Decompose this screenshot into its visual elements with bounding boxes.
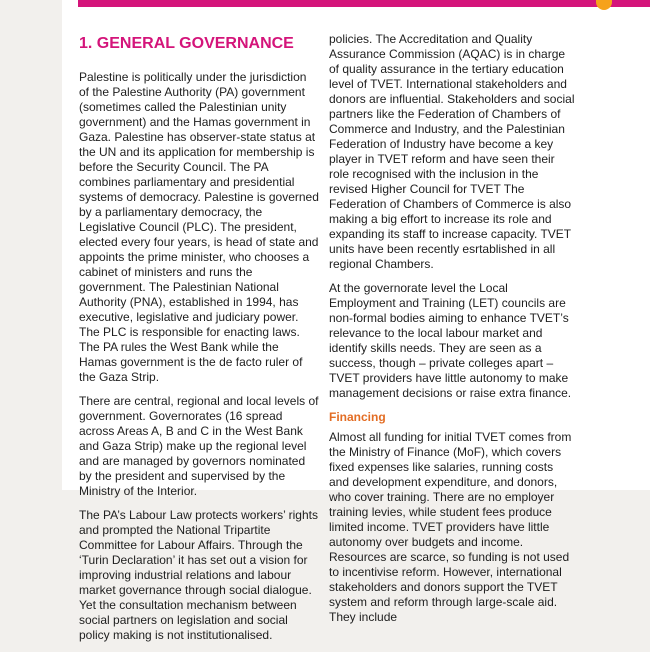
paragraph: Palestine is politically under the jurisdiction of the Palestine Authority (PA) government (sometimes called the Palestinian unity government) and the Hamas government in Gaza. Palestine has observer-state status at the UN and its application for membership is before the Security Council. The PA combines parliamentary and presidential systems of democracy. Palestine is governed by a parliamentary democracy, the Legislative Council (PLC). The president, elected every four years, is head of state and appoints the prime minister, who chooses a cabinet of ministers and runs the government. The Palestinian National Authority (PNA), established in 1994, has executive, legislative and judiciary power. The PLC is responsible for enacting laws. The PA rules the West Bank while the Hamas government is the de facto ruler of the Gaza Strip. bbox=[79, 70, 319, 384]
paragraph: policies. The Accreditation and Quality Assurance Commission (AQAC) is in charge of quality assurance in the tertiary education level of TVET. International stakeholders and donors are influential. Stakeholders and social partners like the Federation of Chambers of Commerce and Industry, and the Palestinian Federation of Industry have become a key player in TVET reform and have seen their role recognised with the inclusion in the revised Higher Council for TVET The Federation of Chambers of Commerce is also making a big effort to increase its role and expanding its staff to increase capacity. TVET units have been recently esrtablished in all regional Chambers. bbox=[329, 32, 575, 271]
paragraph: Almost all funding for initial TVET comes from the Ministry of Finance (MoF), which covers fixed expenses like salaries, running costs and development expenditure, and donors, who cover training. There are no employer training levies, while student fees produce limited income. TVET providers have little autonomy over budgets and income. Resources are scarce, so funding is not used to incentivise reform. However, international stakeholders and donors support the TVET system and reform through large-scale aid. They include bbox=[329, 430, 572, 624]
subheading-financing: Financing bbox=[329, 410, 386, 424]
corner-tab-icon bbox=[596, 0, 612, 10]
paragraph: At the governorate level the Local Employment and Training (LET) councils are non-formal bodies aiming to enhance TVET’s relevance to the local labour market and identify skills needs. They are seen as a success, though – private colleges apart – TVET providers have little autonomy to make management decisions or raise extra finance. bbox=[329, 281, 572, 400]
paragraph: The PA’s Labour Law protects workers’ rights and prompted the National Tripartite Committee for Labour Affairs. Through the ‘Turin Declaration’ it has set out a vision for improving industrial relations and labour market governance through social dialogue. Yet the consultation mechanism between social partners on legislation and social policy making is not institutionalised. bbox=[79, 508, 318, 642]
paragraph: There are central, regional and local levels of government. Governorates (16 spread across Areas A, B and C in the West Bank and Gaza Strip) make up the regional level and are managed by governors nominated by the president and supervised by the Ministry of the Interior. bbox=[79, 394, 319, 498]
section-title: 1. GENERAL GOVERNANCE bbox=[79, 35, 294, 52]
left-column bbox=[79, 34, 319, 652]
top-accent-bar bbox=[78, 0, 650, 7]
right-column bbox=[329, 34, 575, 634]
document-page bbox=[62, 0, 650, 642]
